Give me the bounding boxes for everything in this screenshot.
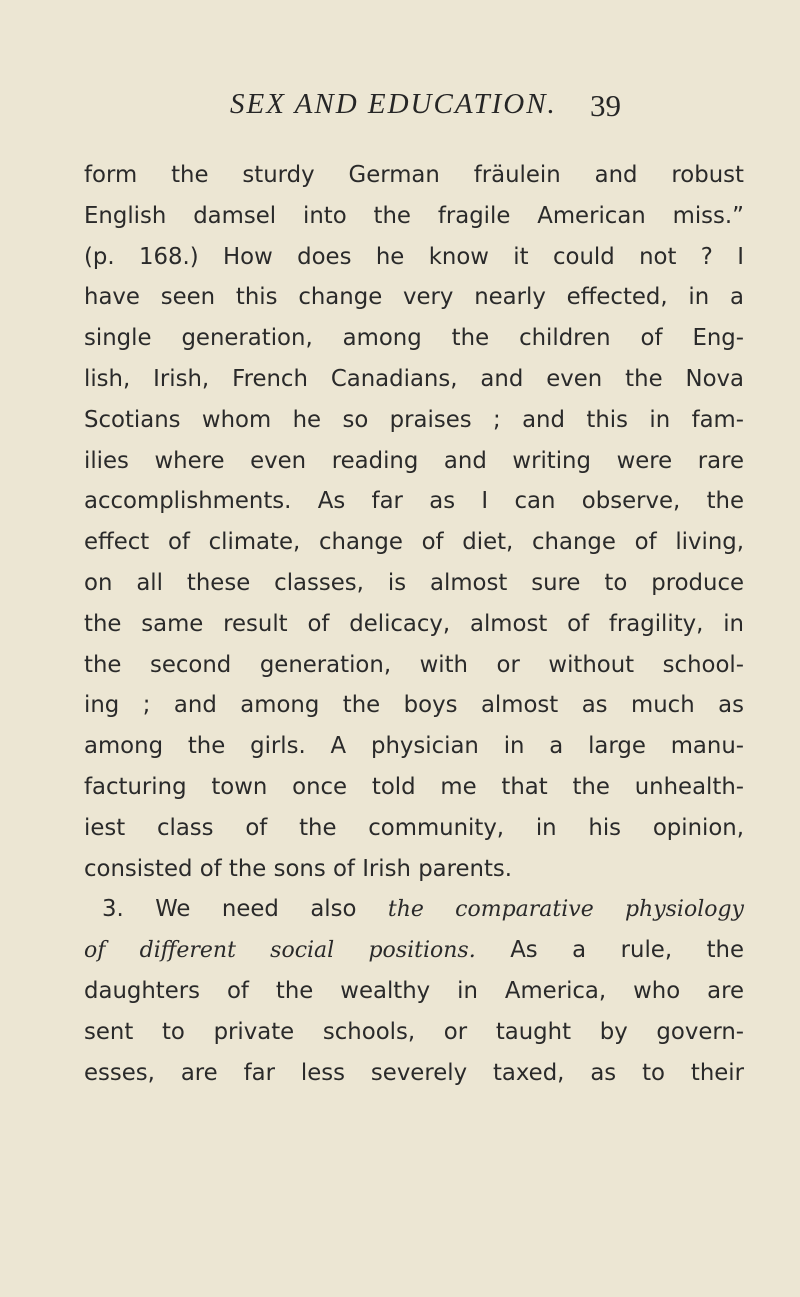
text-line: single generation, among the children of Eng- xyxy=(84,325,744,352)
paragraph-3-lead: 3. We need also xyxy=(102,896,388,923)
text-line: have seen this change very nearly effected, in a xyxy=(84,284,744,311)
text-line: sent to private schools, or taught by govern- xyxy=(84,1018,744,1045)
text-line: ing ; and among the boys almost as much as xyxy=(84,692,744,719)
page-number: 39 xyxy=(590,88,621,123)
text-line: the second generation, with or without school- xyxy=(84,651,744,678)
text-line: Scotians whom he so praises ; and this in fam- xyxy=(84,406,744,433)
text-line: (p. 168.) How does he know it could not ? I xyxy=(84,243,744,270)
text-line: consisted of the sons of Irish parents. xyxy=(84,855,513,882)
text-line: accomplishments. As far as I can observe, the xyxy=(84,488,744,515)
text-line: daughters of the wealthy in America, who are xyxy=(84,977,744,1004)
italic-phrase: of different social positions. xyxy=(84,938,476,964)
paragraph-3-line-2 xyxy=(84,930,744,971)
text-line: the same result of delicacy, almost of fragility, in xyxy=(84,610,744,637)
text-line: ilies where even reading and writing were rare xyxy=(84,447,744,474)
text-line: esses, are far less severely taxed, as to their xyxy=(84,1059,744,1086)
running-head xyxy=(0,88,800,128)
text-line: English damsel into the fragile American miss.” xyxy=(84,202,744,229)
italic-phrase: the comparative physiology xyxy=(387,897,744,923)
text-line: iest class of the community, in his opinion, xyxy=(84,814,744,841)
paragraph-3-line-1 xyxy=(84,889,744,930)
text-line: form the sturdy German fräulein and robust xyxy=(84,162,744,188)
text-line: facturing town once told me that the unhealth- xyxy=(84,773,744,800)
body-text xyxy=(84,155,744,1093)
text-line: effect of climate, change of diet, change of living, xyxy=(84,529,744,556)
paragraph-3-text: As a rule, the xyxy=(475,937,744,964)
text-line: on all these classes, is almost sure to produce xyxy=(84,569,744,596)
text-line: among the girls. A physician in a large manu- xyxy=(84,733,744,760)
text-line: lish, Irish, French Canadians, and even the Nova xyxy=(84,365,744,392)
running-title: SEX AND EDUCATION. xyxy=(230,88,557,120)
